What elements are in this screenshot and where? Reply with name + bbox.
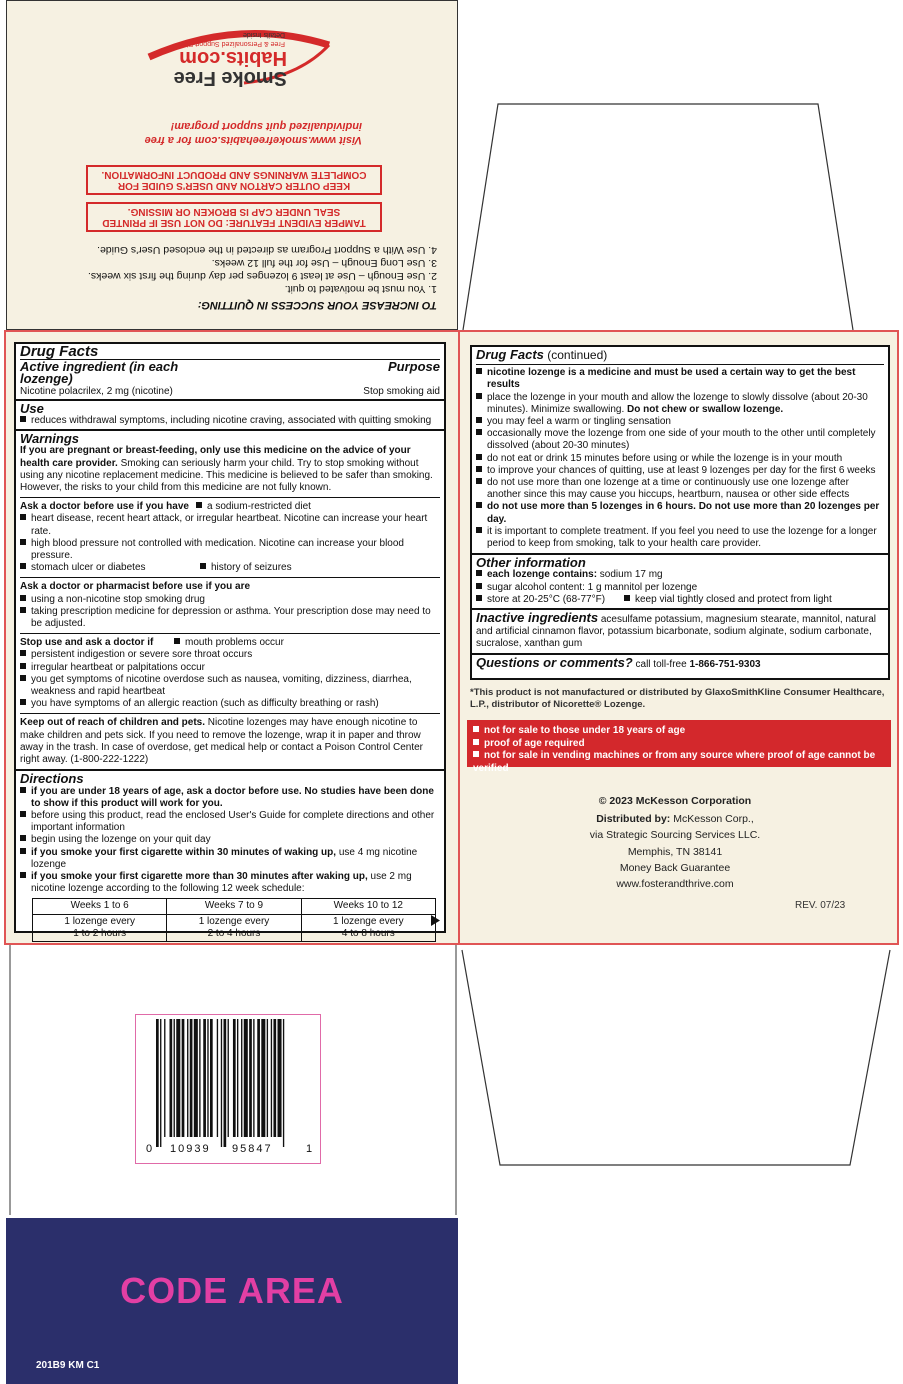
ask-doctor-item-3: stomach ulcer or diabetes: [31, 562, 146, 574]
direction-1: if you are under 18 years of age, ask a doctor before use. No studies have been done to show if this product will work for you.: [31, 785, 434, 809]
upc-barcode: [136, 1019, 319, 1149]
toll-free-phone: 1-866-751-9303: [689, 658, 761, 670]
smoke-free-habits-logo: [139, 27, 339, 97]
distributed-by: Distributed by: McKesson Corp.,: [596, 813, 754, 825]
barcode-bar: [174, 1019, 175, 1137]
barcode-check-digit: 1: [306, 1143, 313, 1155]
barcode-bar: [210, 1019, 213, 1137]
directions-heading: Directions: [20, 771, 84, 787]
barcode-bar: [249, 1019, 252, 1137]
barcode-lead-digit: 0: [146, 1143, 153, 1155]
continued-label: (continued): [543, 348, 608, 362]
direction-5-text: use 2 mg nicotine lozenge according to the following 12 week schedule:: [31, 870, 412, 895]
usage-bullet-6: do not use more than one lozenge at a time or continuously use one lozenge after another since this may cause you hiccups, heartburn, nausea or other side effects: [487, 477, 850, 501]
ask-pharmacist-heading: Ask a doctor or pharmacist before use if you are: [20, 581, 251, 593]
barcode-bar: [164, 1019, 165, 1137]
visit-line-2: individualized quit support program!: [170, 120, 362, 132]
money-back-guarantee: Money Back Guarantee: [619, 862, 731, 874]
stop-use-item-3: you get symptoms of nicotine overdose such as nausea, vomiting, dizziness, diarrhea, weakness and rapid heartbeat: [31, 673, 412, 698]
stop-use-item-4: you have symptoms of an allergic reaction (such as difficulty breathing or rash): [31, 698, 379, 710]
barcode-bar: [224, 1019, 227, 1147]
revision-code: REV. 07/23: [795, 900, 846, 911]
age-restriction-banner: [467, 720, 891, 774]
active-ingredient-purpose: Stop smoking aid: [363, 385, 440, 397]
usage-bullet-1: place the lozenge in your mouth and allow the lozenge to slowly dissolve (about 20-30 minutes). Minimize swallowing.: [487, 391, 868, 415]
inactive-ingredients-heading: Inactive ingredients: [476, 610, 599, 626]
barcode-bar: [237, 1019, 238, 1137]
storage-temp: store at 20-25°C (68-77°F): [487, 593, 606, 605]
barcode-bar: [228, 1019, 229, 1137]
code-area-label: CODE AREA: [120, 1270, 344, 1311]
barcode-bar: [283, 1019, 284, 1147]
age-item-0: not for sale to those under 18 years of age: [484, 725, 686, 736]
copyright: © 2023 McKesson Corporation: [598, 795, 752, 807]
use-text: reduces withdrawal symptoms, including nicotine craving, associated with quitting smoking: [31, 415, 432, 427]
barcode-bar: [207, 1019, 208, 1137]
drug-facts-continued-title: Drug Facts: [476, 347, 544, 362]
schedule-table: [32, 898, 436, 942]
barcode-bar: [257, 1019, 260, 1137]
visit-line-1: Visit www.smokefreehabits.com for a free: [144, 134, 362, 146]
ask-doctor-item-4: history of seizures: [211, 562, 292, 574]
use-heading: Use: [20, 400, 44, 416]
carton-notice: KEEP OUTER CARTON AND USER'S GUIDE FOR COMPLETE WARNINGS AND PRODUCT INFORMATION.: [86, 165, 382, 195]
gsk-disclaimer: *This product is not manufactured or distributed by GlaxoSmithKline Consumer Healthcare, L.P., distributor of Nicorette® Lozenge.: [470, 687, 885, 710]
usage-bullet-3: occasionally move the lozenge from one side of your mouth to the other until completely dissolved (about 20-30 minutes): [487, 428, 876, 452]
direction-3: begin using the lozenge on your quit day: [31, 834, 211, 846]
barcode-bar: [176, 1019, 180, 1137]
barcode-bar: [182, 1019, 185, 1137]
logo-tagline: Free & Personalized Support Plan: [179, 40, 285, 47]
distributor-city: Memphis, TN 38141: [627, 846, 723, 858]
purpose-heading: Purpose: [387, 359, 440, 375]
right-top-flap-outline: [458, 90, 903, 335]
steps-heading: TO INCREASE YOUR SUCCESS IN QUITTING:: [197, 299, 437, 311]
barcode-bar: [160, 1019, 161, 1147]
age-item-1: proof of age required: [484, 737, 585, 749]
usage-bullet-1-bold: Do not chew or swallow lozenge.: [627, 403, 784, 415]
barcode-bar: [244, 1019, 248, 1137]
direction-4-bold: if you smoke your first cigarette within 30 minutes of waking up,: [31, 846, 337, 858]
ask-doctor-item-1: heart disease, recent heart attack, or irregular heartbeat. Nicotine can increase your heart rate.: [31, 513, 428, 537]
usage-bullet-5: to improve your chances of quitting, use at least 9 lozenges per day for the first 6 weeks: [487, 464, 876, 476]
storage-instructions: keep vial tightly closed and protect from light: [635, 593, 832, 605]
direction-5-bold: if you smoke your first cigarette more than 30 minutes after waking up,: [31, 870, 368, 882]
step-2: 2. Use Enough – Use at least 9 lozenges per day during the first six weeks.: [87, 270, 437, 282]
barcode-bar: [261, 1019, 265, 1137]
inactive-ingredients-text: acesulfame potassium, magnesium stearate, mannitol, natural and artificial cinnamon flavor, potassium bicarbonate, sodium alginate, sodium carbonate, sucralose, xanthan gum: [476, 614, 877, 650]
website-url: www.fosterandthrive.com: [616, 878, 734, 890]
stop-use-item-0: mouth problems occur: [185, 637, 284, 649]
schedule-header-0: Weeks 1 to 6: [33, 899, 167, 914]
code-id: 201B9 KM C1: [36, 1360, 100, 1371]
sodium-value: sodium 17 mg: [597, 569, 663, 581]
stop-use-item-2: irregular heartbeat or palpitations occur: [31, 661, 205, 673]
keep-out-reach-text: Nicotine lozenges may have enough nicotine to make children and pets sick. If you need to remove the lozenge, wrap it in paper and throw away in the trash. In case of overdose, get medical help or contact a Poison Control Center right away. (1-800-222-1222): [20, 717, 423, 766]
logo-site: Habits.com: [179, 47, 287, 69]
barcode-bar: [203, 1019, 206, 1137]
logo-brand: Smoke Free: [173, 67, 287, 89]
ask-doctor-heading: Ask a doctor before use if you have: [20, 501, 189, 513]
code-area-panel: [6, 1218, 458, 1384]
top-flap-rotated-content: [7, 1, 457, 329]
usage-bullet-2: you may feel a warm or tingling sensation: [487, 416, 671, 428]
barcode-bar: [194, 1019, 198, 1137]
barcode-bar: [233, 1019, 236, 1137]
step-4: 4. Use With a Support Program as directed in the enclosed User's Guide.: [97, 244, 437, 256]
keep-out-reach-bold: Keep out of reach of children and pets.: [20, 717, 206, 729]
age-item-2: not for sale in vending machines or from any source where proof of age cannot be verified: [473, 750, 876, 774]
barcode-bar: [273, 1019, 276, 1137]
drug-facts-title: Drug Facts: [20, 343, 99, 360]
questions-text: call toll-free: [632, 658, 690, 670]
other-information-heading: Other information: [476, 555, 586, 571]
warnings-heading: Warnings: [20, 431, 79, 447]
sugar-alcohol-content: sugar alcohol content: 1 g mannitol per lozenge: [487, 581, 698, 593]
drug-facts-continued-box: [470, 345, 890, 680]
ask-pharmacist-item-0: using a non-nicotine stop smoking drug: [31, 593, 205, 605]
barcode-bar: [170, 1019, 173, 1137]
usage-bullet-0: nicotine lozenge is a medicine and must be used a certain way to get the best results: [487, 367, 856, 391]
questions-heading: Questions or comments?: [476, 654, 633, 670]
pregnancy-warning-bold: If you are pregnant or breast-feeding, only use this medicine on the advice of your health care provider.: [20, 445, 411, 469]
direction-4-text: use 4 mg nicotine lozenge: [31, 846, 418, 870]
pregnancy-warning-text: Smoking can seriously harm your child. Try to stop smoking without using any nicotine replacement medicine. This medicine is believed to be safer than smoking. However, the risks to your child from this medicine are not fully known.: [20, 457, 433, 494]
barcode-frame: [135, 1014, 321, 1164]
continue-arrow-icon: [431, 915, 440, 926]
stop-use-heading: Stop use and ask a doctor if: [20, 637, 154, 649]
active-ingredient-name: Nicotine polacrilex, 2 mg (nicotine): [20, 385, 173, 397]
barcode-bar: [267, 1019, 268, 1137]
active-ingredient-heading: Active ingredient (in each lozenge): [20, 359, 179, 387]
distributor-via: via Strategic Sourcing Services LLC.: [589, 829, 761, 841]
schedule-cell-0: 1 lozenge every 1 to 2 hours: [33, 914, 167, 941]
barcode-bar: [221, 1019, 222, 1147]
schedule-header-1: Weeks 7 to 9: [167, 899, 301, 914]
sodium-label: each lozenge contains:: [487, 569, 598, 581]
step-1: 1. You must be motivated to quit.: [284, 283, 437, 295]
ask-doctor-item-2: high blood pressure not controlled with medication. Nicotine can increase your blood pressure.: [31, 537, 404, 562]
stop-use-item-1: persistent indigestion or severe sore throat occurs: [31, 649, 253, 661]
direction-2: before using this product, read the enclosed User's Guide for complete directions and other important information: [31, 809, 435, 834]
usage-bullet-8: it is important to complete treatment. If you feel you need to use the lozenge for a longer period to keep from smoking, talk to your health care provider.: [487, 525, 877, 550]
barcode-bar: [278, 1019, 282, 1137]
barcode-bar: [271, 1019, 272, 1137]
barcode-bar: [156, 1019, 159, 1147]
barcode-bar: [190, 1019, 193, 1137]
drug-facts-box: [14, 342, 446, 939]
barcode-bar: [217, 1019, 218, 1137]
usage-bullet-4: do not eat or drink 15 minutes before using or while the lozenge is in your mouth: [487, 452, 843, 464]
top-flap: [6, 0, 458, 330]
step-3: 3. Use Long Enough – Use for the full 12 weeks.: [211, 257, 437, 269]
schedule-header-2: Weeks 10 to 12: [301, 899, 435, 914]
ask-doctor-item-0: a sodium-restricted diet: [207, 501, 311, 513]
schedule-cell-1: 1 lozenge every 2 to 4 hours: [167, 914, 301, 941]
barcode-digits-right: 95847: [232, 1143, 273, 1155]
schedule-cell-2: 1 lozenge every 4 to 8 hours: [301, 914, 435, 941]
barcode-digits-left: 10939: [170, 1143, 211, 1155]
ask-pharmacist-item-1: taking prescription medicine for depression or asthma. Your prescription dose may need to be adjusted.: [31, 605, 431, 630]
barcode-bar: [199, 1019, 200, 1137]
tamper-notice: TAMPER EVIDENT FEATURE: DO NOT USE IF PRINTED SEAL UNDER CAP IS BROKEN OR MISSING.: [86, 202, 382, 232]
usage-bullet-7: do not use more than 5 lozenges in 6 hours. Do not use more than 20 lozenges per day.: [487, 501, 880, 525]
barcode-bar: [241, 1019, 242, 1137]
barcode-bar: [187, 1019, 188, 1137]
logo-details: Details Inside: [242, 31, 285, 38]
barcode-bar: [253, 1019, 254, 1137]
